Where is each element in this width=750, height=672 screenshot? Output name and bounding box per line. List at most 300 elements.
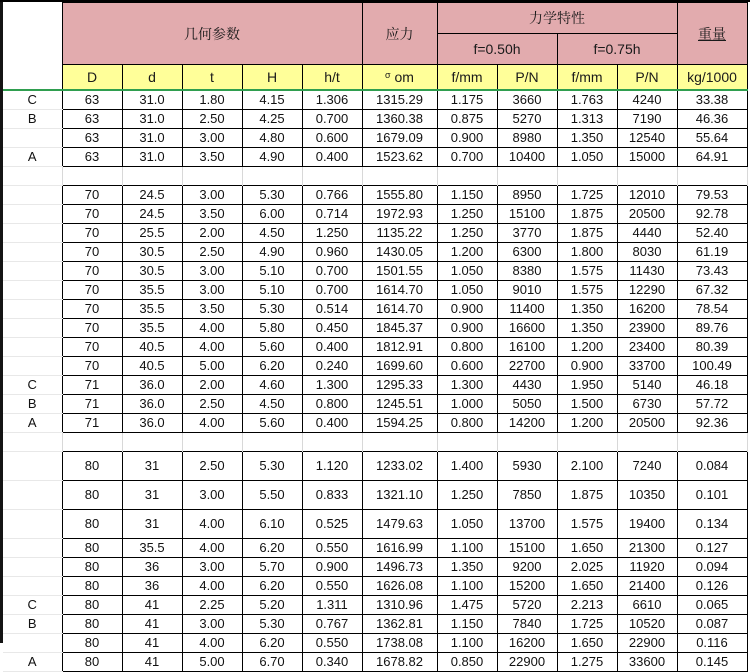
cell[interactable]: 2.50 bbox=[182, 395, 242, 414]
cell[interactable]: 0.700 bbox=[437, 148, 497, 167]
cell[interactable]: 0.550 bbox=[302, 634, 362, 653]
cell[interactable]: 0.116 bbox=[677, 634, 747, 653]
cell[interactable]: 21300 bbox=[617, 539, 677, 558]
header-mechanical[interactable]: 力学特性 bbox=[437, 3, 677, 34]
cell[interactable]: 70 bbox=[62, 243, 122, 262]
col-header-pn-2[interactable]: P/N bbox=[617, 65, 677, 91]
cell[interactable]: 1.100 bbox=[437, 634, 497, 653]
cell[interactable]: 80 bbox=[62, 481, 122, 510]
cell[interactable]: 1.575 bbox=[557, 262, 617, 281]
row-label[interactable] bbox=[3, 433, 62, 452]
cell[interactable]: 35.5 bbox=[122, 300, 182, 319]
cell[interactable]: 0.550 bbox=[302, 539, 362, 558]
cell[interactable]: 16200 bbox=[617, 300, 677, 319]
cell[interactable]: 7190 bbox=[617, 110, 677, 129]
cell[interactable]: 3770 bbox=[497, 224, 557, 243]
row-label[interactable] bbox=[3, 558, 62, 577]
cell[interactable]: 1.200 bbox=[557, 414, 617, 433]
cell[interactable]: 1.650 bbox=[557, 539, 617, 558]
cell[interactable]: 0.900 bbox=[557, 357, 617, 376]
cell[interactable]: 0.700 bbox=[302, 110, 362, 129]
row-label[interactable]: B bbox=[3, 110, 62, 129]
cell[interactable]: 1.311 bbox=[302, 596, 362, 615]
row-label[interactable] bbox=[3, 319, 62, 338]
cell[interactable]: 1.575 bbox=[557, 510, 617, 539]
cell[interactable]: 1.650 bbox=[557, 634, 617, 653]
cell[interactable]: 1.950 bbox=[557, 376, 617, 395]
cell[interactable]: 10350 bbox=[617, 481, 677, 510]
cell[interactable]: 16600 bbox=[497, 319, 557, 338]
cell[interactable]: 1.050 bbox=[437, 510, 497, 539]
cell[interactable]: 80 bbox=[62, 539, 122, 558]
cell[interactable]: 10400 bbox=[497, 148, 557, 167]
cell[interactable]: 40.5 bbox=[122, 338, 182, 357]
cell[interactable]: 31 bbox=[122, 452, 182, 481]
cell[interactable]: 0.550 bbox=[302, 577, 362, 596]
cell[interactable]: 2.50 bbox=[182, 452, 242, 481]
cell[interactable]: 1738.08 bbox=[362, 634, 437, 653]
cell[interactable]: 5.50 bbox=[242, 481, 302, 510]
empty-cell[interactable] bbox=[242, 167, 302, 186]
empty-cell[interactable] bbox=[677, 167, 747, 186]
cell[interactable]: 30.5 bbox=[122, 262, 182, 281]
cell[interactable]: 1233.02 bbox=[362, 452, 437, 481]
cell[interactable]: 70 bbox=[62, 319, 122, 338]
col-header-d[interactable]: d bbox=[122, 65, 182, 91]
cell[interactable]: 6.00 bbox=[242, 205, 302, 224]
cell[interactable]: 1.250 bbox=[437, 481, 497, 510]
cell[interactable]: 70 bbox=[62, 300, 122, 319]
header-stress[interactable]: 应力 bbox=[362, 3, 437, 65]
cell[interactable]: 2.100 bbox=[557, 452, 617, 481]
cell[interactable]: 0.525 bbox=[302, 510, 362, 539]
cell[interactable]: 71 bbox=[62, 395, 122, 414]
cell[interactable]: 11430 bbox=[617, 262, 677, 281]
cell[interactable]: 1812.91 bbox=[362, 338, 437, 357]
row-label[interactable] bbox=[3, 338, 62, 357]
empty-cell[interactable] bbox=[122, 433, 182, 452]
cell[interactable]: 1.250 bbox=[437, 205, 497, 224]
cell[interactable]: 15100 bbox=[497, 205, 557, 224]
cell[interactable]: 2.00 bbox=[182, 376, 242, 395]
cell[interactable]: 1321.10 bbox=[362, 481, 437, 510]
cell[interactable]: 23400 bbox=[617, 338, 677, 357]
cell[interactable]: 35.5 bbox=[122, 319, 182, 338]
cell[interactable]: 0.714 bbox=[302, 205, 362, 224]
cell[interactable]: 31.0 bbox=[122, 110, 182, 129]
cell[interactable]: 13700 bbox=[497, 510, 557, 539]
cell[interactable]: 5.30 bbox=[242, 615, 302, 634]
cell[interactable]: 0.065 bbox=[677, 596, 747, 615]
cell[interactable]: 63 bbox=[62, 110, 122, 129]
empty-cell[interactable] bbox=[497, 167, 557, 186]
cell[interactable]: 1678.82 bbox=[362, 653, 437, 672]
row-label[interactable]: C bbox=[3, 596, 62, 615]
row-label[interactable] bbox=[3, 281, 62, 300]
cell[interactable]: 5.30 bbox=[242, 186, 302, 205]
cell[interactable]: 0.833 bbox=[302, 481, 362, 510]
cell[interactable]: 4440 bbox=[617, 224, 677, 243]
cell[interactable]: 0.800 bbox=[302, 395, 362, 414]
cell[interactable]: 0.400 bbox=[302, 414, 362, 433]
row-label[interactable]: C bbox=[3, 376, 62, 395]
cell[interactable]: 1594.25 bbox=[362, 414, 437, 433]
cell[interactable]: 3.00 bbox=[182, 481, 242, 510]
cell[interactable]: 1362.81 bbox=[362, 615, 437, 634]
cell[interactable]: 0.126 bbox=[677, 577, 747, 596]
cell[interactable]: 1.350 bbox=[437, 558, 497, 577]
cell[interactable]: 1.200 bbox=[437, 243, 497, 262]
cell[interactable]: 1555.80 bbox=[362, 186, 437, 205]
cell[interactable]: 5.10 bbox=[242, 281, 302, 300]
cell[interactable]: 6.20 bbox=[242, 634, 302, 653]
col-header-fmm-1[interactable]: f/mm bbox=[437, 65, 497, 91]
cell[interactable]: 1.500 bbox=[557, 395, 617, 414]
cell[interactable]: 80 bbox=[62, 558, 122, 577]
cell[interactable]: 1.000 bbox=[437, 395, 497, 414]
cell[interactable]: 0.514 bbox=[302, 300, 362, 319]
cell[interactable]: 6730 bbox=[617, 395, 677, 414]
cell[interactable]: 80 bbox=[62, 653, 122, 672]
cell[interactable]: 70 bbox=[62, 224, 122, 243]
cell[interactable]: 2.025 bbox=[557, 558, 617, 577]
cell[interactable]: 6.20 bbox=[242, 577, 302, 596]
header-weight[interactable] bbox=[677, 3, 747, 65]
cell[interactable]: 1.300 bbox=[437, 376, 497, 395]
empty-cell[interactable] bbox=[302, 167, 362, 186]
cell[interactable]: 5.60 bbox=[242, 338, 302, 357]
col-header-kg[interactable]: kg/1000 bbox=[677, 65, 747, 91]
cell[interactable]: 31.0 bbox=[122, 90, 182, 110]
cell[interactable]: 57.72 bbox=[677, 395, 747, 414]
empty-cell[interactable] bbox=[677, 433, 747, 452]
cell[interactable]: 20500 bbox=[617, 205, 677, 224]
cell[interactable]: 40.5 bbox=[122, 357, 182, 376]
cell[interactable]: 5270 bbox=[497, 110, 557, 129]
cell[interactable]: 0.800 bbox=[437, 414, 497, 433]
cell[interactable]: 80 bbox=[62, 577, 122, 596]
cell[interactable]: 80 bbox=[62, 596, 122, 615]
cell[interactable]: 1.300 bbox=[302, 376, 362, 395]
col-header-pn-1[interactable]: P/N bbox=[497, 65, 557, 91]
cell[interactable]: 73.43 bbox=[677, 262, 747, 281]
cell[interactable]: 1.650 bbox=[557, 577, 617, 596]
cell[interactable]: 1614.70 bbox=[362, 281, 437, 300]
cell[interactable]: 0.700 bbox=[302, 281, 362, 300]
cell[interactable]: 0.850 bbox=[437, 653, 497, 672]
cell[interactable]: 0.400 bbox=[302, 338, 362, 357]
cell[interactable]: 1.475 bbox=[437, 596, 497, 615]
cell[interactable]: 5140 bbox=[617, 376, 677, 395]
row-label[interactable]: B bbox=[3, 615, 62, 634]
empty-cell[interactable] bbox=[302, 433, 362, 452]
cell[interactable]: 1.80 bbox=[182, 90, 242, 110]
header-f050[interactable]: f=0.50h bbox=[437, 34, 557, 65]
cell[interactable]: 0.145 bbox=[677, 653, 747, 672]
cell[interactable]: 1972.93 bbox=[362, 205, 437, 224]
cell[interactable]: 5.80 bbox=[242, 319, 302, 338]
cell[interactable]: 1626.08 bbox=[362, 577, 437, 596]
cell[interactable]: 1.250 bbox=[302, 224, 362, 243]
cell[interactable]: 7840 bbox=[497, 615, 557, 634]
cell[interactable]: 36.0 bbox=[122, 376, 182, 395]
cell[interactable]: 24.5 bbox=[122, 205, 182, 224]
empty-cell[interactable] bbox=[62, 433, 122, 452]
empty-cell[interactable] bbox=[617, 433, 677, 452]
row-label[interactable]: C bbox=[3, 90, 62, 110]
cell[interactable]: 1.350 bbox=[557, 319, 617, 338]
empty-cell[interactable] bbox=[557, 433, 617, 452]
row-label[interactable] bbox=[3, 634, 62, 653]
cell[interactable]: 41 bbox=[122, 634, 182, 653]
cell[interactable]: 0.600 bbox=[437, 357, 497, 376]
cell[interactable]: 1315.29 bbox=[362, 90, 437, 110]
cell[interactable]: 0.960 bbox=[302, 243, 362, 262]
cell[interactable]: 0.766 bbox=[302, 186, 362, 205]
cell[interactable]: 4.25 bbox=[242, 110, 302, 129]
cell[interactable]: 5.70 bbox=[242, 558, 302, 577]
cell[interactable]: 8380 bbox=[497, 262, 557, 281]
cell[interactable]: 70 bbox=[62, 338, 122, 357]
cell[interactable]: 1501.55 bbox=[362, 262, 437, 281]
cell[interactable]: 1.725 bbox=[557, 186, 617, 205]
cell[interactable]: 63 bbox=[62, 148, 122, 167]
cell[interactable]: 5930 bbox=[497, 452, 557, 481]
cell[interactable]: 4.90 bbox=[242, 243, 302, 262]
col-header-sigma[interactable] bbox=[362, 65, 437, 91]
cell[interactable]: 1360.38 bbox=[362, 110, 437, 129]
row-label[interactable] bbox=[3, 167, 62, 186]
cell[interactable]: 3.50 bbox=[182, 300, 242, 319]
cell[interactable]: 5.00 bbox=[182, 653, 242, 672]
cell[interactable]: 1.313 bbox=[557, 110, 617, 129]
cell[interactable]: 3.00 bbox=[182, 281, 242, 300]
cell[interactable]: 1614.70 bbox=[362, 300, 437, 319]
cell[interactable]: 3660 bbox=[497, 90, 557, 110]
cell[interactable]: 89.76 bbox=[677, 319, 747, 338]
cell[interactable]: 1.400 bbox=[437, 452, 497, 481]
cell[interactable]: 41 bbox=[122, 596, 182, 615]
cell[interactable]: 4.15 bbox=[242, 90, 302, 110]
cell[interactable]: 1.200 bbox=[557, 338, 617, 357]
cell[interactable]: 31.0 bbox=[122, 129, 182, 148]
cell[interactable]: 4430 bbox=[497, 376, 557, 395]
cell[interactable]: 5.20 bbox=[242, 596, 302, 615]
row-label[interactable] bbox=[3, 539, 62, 558]
cell[interactable]: 1.175 bbox=[437, 90, 497, 110]
cell[interactable]: 5.30 bbox=[242, 300, 302, 319]
cell[interactable]: 4.90 bbox=[242, 148, 302, 167]
cell[interactable]: 24.5 bbox=[122, 186, 182, 205]
row-label[interactable] bbox=[3, 300, 62, 319]
cell[interactable]: 79.53 bbox=[677, 186, 747, 205]
cell[interactable]: 0.767 bbox=[302, 615, 362, 634]
cell[interactable]: 4.00 bbox=[182, 539, 242, 558]
cell[interactable]: 70 bbox=[62, 281, 122, 300]
cell[interactable]: 3.00 bbox=[182, 558, 242, 577]
cell[interactable]: 0.800 bbox=[437, 338, 497, 357]
cell[interactable]: 70 bbox=[62, 186, 122, 205]
cell[interactable]: 12290 bbox=[617, 281, 677, 300]
cell[interactable]: 0.101 bbox=[677, 481, 747, 510]
cell[interactable]: 22700 bbox=[497, 357, 557, 376]
cell[interactable]: 16100 bbox=[497, 338, 557, 357]
empty-cell[interactable] bbox=[557, 167, 617, 186]
cell[interactable]: 8980 bbox=[497, 129, 557, 148]
cell[interactable]: 80 bbox=[62, 452, 122, 481]
cell[interactable]: 15100 bbox=[497, 539, 557, 558]
cell[interactable]: 1.763 bbox=[557, 90, 617, 110]
cell[interactable]: 0.450 bbox=[302, 319, 362, 338]
cell[interactable]: 4.00 bbox=[182, 634, 242, 653]
cell[interactable]: 30.5 bbox=[122, 243, 182, 262]
cell[interactable]: 1845.37 bbox=[362, 319, 437, 338]
cell[interactable]: 25.5 bbox=[122, 224, 182, 243]
cell[interactable]: 36.0 bbox=[122, 414, 182, 433]
cell[interactable]: 46.18 bbox=[677, 376, 747, 395]
cell[interactable]: 31.0 bbox=[122, 148, 182, 167]
cell[interactable]: 14200 bbox=[497, 414, 557, 433]
empty-cell[interactable] bbox=[362, 433, 437, 452]
empty-cell[interactable] bbox=[437, 167, 497, 186]
cell[interactable]: 5.10 bbox=[242, 262, 302, 281]
empty-cell[interactable] bbox=[182, 433, 242, 452]
cell[interactable]: 6.20 bbox=[242, 357, 302, 376]
cell[interactable]: 16200 bbox=[497, 634, 557, 653]
cell[interactable]: 5050 bbox=[497, 395, 557, 414]
empty-cell[interactable] bbox=[497, 433, 557, 452]
empty-cell[interactable] bbox=[182, 167, 242, 186]
row-label[interactable]: B bbox=[3, 395, 62, 414]
cell[interactable]: 1.800 bbox=[557, 243, 617, 262]
cell[interactable]: 80.39 bbox=[677, 338, 747, 357]
cell[interactable]: 63 bbox=[62, 90, 122, 110]
row-label[interactable] bbox=[3, 577, 62, 596]
cell[interactable]: 9010 bbox=[497, 281, 557, 300]
cell[interactable]: 1699.60 bbox=[362, 357, 437, 376]
cell[interactable]: 0.340 bbox=[302, 653, 362, 672]
cell[interactable]: 0.087 bbox=[677, 615, 747, 634]
cell[interactable]: 0.900 bbox=[302, 558, 362, 577]
cell[interactable]: 1135.22 bbox=[362, 224, 437, 243]
cell[interactable]: 3.00 bbox=[182, 262, 242, 281]
cell[interactable]: 2.213 bbox=[557, 596, 617, 615]
cell[interactable]: 1.150 bbox=[437, 615, 497, 634]
cell[interactable]: 4.00 bbox=[182, 338, 242, 357]
cell[interactable]: 41 bbox=[122, 653, 182, 672]
cell[interactable]: 1.306 bbox=[302, 90, 362, 110]
empty-cell[interactable] bbox=[122, 167, 182, 186]
cell[interactable]: 15200 bbox=[497, 577, 557, 596]
cell[interactable]: 33700 bbox=[617, 357, 677, 376]
cell[interactable]: 1.100 bbox=[437, 577, 497, 596]
cell[interactable]: 0.900 bbox=[437, 319, 497, 338]
cell[interactable]: 4.00 bbox=[182, 510, 242, 539]
cell[interactable]: 6.10 bbox=[242, 510, 302, 539]
cell[interactable]: 1679.09 bbox=[362, 129, 437, 148]
cell[interactable]: 71 bbox=[62, 376, 122, 395]
cell[interactable]: 1479.63 bbox=[362, 510, 437, 539]
cell[interactable]: 4.00 bbox=[182, 577, 242, 596]
cell[interactable]: 78.54 bbox=[677, 300, 747, 319]
cell[interactable]: 36 bbox=[122, 577, 182, 596]
cell[interactable]: 0.400 bbox=[302, 148, 362, 167]
cell[interactable]: 4.80 bbox=[242, 129, 302, 148]
cell[interactable]: 41 bbox=[122, 615, 182, 634]
cell[interactable]: 1.725 bbox=[557, 615, 617, 634]
cell[interactable]: 33.38 bbox=[677, 90, 747, 110]
cell[interactable]: 23900 bbox=[617, 319, 677, 338]
cell[interactable]: 31 bbox=[122, 510, 182, 539]
cell[interactable]: 80 bbox=[62, 615, 122, 634]
cell[interactable]: 70 bbox=[62, 262, 122, 281]
cell[interactable]: 3.50 bbox=[182, 205, 242, 224]
corner-cell[interactable] bbox=[3, 3, 62, 91]
cell[interactable]: 6300 bbox=[497, 243, 557, 262]
cell[interactable]: 70 bbox=[62, 205, 122, 224]
cell[interactable]: 67.32 bbox=[677, 281, 747, 300]
cell[interactable]: 7850 bbox=[497, 481, 557, 510]
cell[interactable]: 35.5 bbox=[122, 281, 182, 300]
cell[interactable]: 4.00 bbox=[182, 414, 242, 433]
cell[interactable]: 4.60 bbox=[242, 376, 302, 395]
cell[interactable]: 0.700 bbox=[302, 262, 362, 281]
cell[interactable]: 2.00 bbox=[182, 224, 242, 243]
cell[interactable]: 8030 bbox=[617, 243, 677, 262]
row-label[interactable]: A bbox=[3, 653, 62, 672]
cell[interactable]: 2.50 bbox=[182, 110, 242, 129]
cell[interactable]: 0.875 bbox=[437, 110, 497, 129]
cell[interactable]: 1523.62 bbox=[362, 148, 437, 167]
cell[interactable]: 100.49 bbox=[677, 357, 747, 376]
cell[interactable]: 1310.96 bbox=[362, 596, 437, 615]
cell[interactable]: 1.875 bbox=[557, 205, 617, 224]
cell[interactable]: 4.00 bbox=[182, 319, 242, 338]
cell[interactable]: 35.5 bbox=[122, 539, 182, 558]
cell[interactable]: 5.30 bbox=[242, 452, 302, 481]
cell[interactable]: 1430.05 bbox=[362, 243, 437, 262]
cell[interactable]: 1.350 bbox=[557, 300, 617, 319]
cell[interactable]: 1616.99 bbox=[362, 539, 437, 558]
cell[interactable]: 4240 bbox=[617, 90, 677, 110]
empty-cell[interactable] bbox=[62, 167, 122, 186]
header-geometry[interactable]: 几何参数 bbox=[62, 3, 362, 65]
cell[interactable]: 36 bbox=[122, 558, 182, 577]
empty-cell[interactable] bbox=[437, 433, 497, 452]
row-label[interactable] bbox=[3, 452, 62, 481]
cell[interactable]: 6.70 bbox=[242, 653, 302, 672]
row-label[interactable] bbox=[3, 357, 62, 376]
cell[interactable]: 9200 bbox=[497, 558, 557, 577]
cell[interactable]: 1.050 bbox=[557, 148, 617, 167]
empty-cell[interactable] bbox=[242, 433, 302, 452]
cell[interactable]: 1.575 bbox=[557, 281, 617, 300]
cell[interactable]: 0.134 bbox=[677, 510, 747, 539]
cell[interactable]: 92.36 bbox=[677, 414, 747, 433]
empty-cell[interactable] bbox=[362, 167, 437, 186]
cell[interactable]: 1.100 bbox=[437, 539, 497, 558]
cell[interactable]: 70 bbox=[62, 357, 122, 376]
cell[interactable]: 1.250 bbox=[437, 224, 497, 243]
cell[interactable]: 11400 bbox=[497, 300, 557, 319]
cell[interactable]: 61.19 bbox=[677, 243, 747, 262]
cell[interactable]: 80 bbox=[62, 510, 122, 539]
cell[interactable]: 2.25 bbox=[182, 596, 242, 615]
cell[interactable]: 4.50 bbox=[242, 224, 302, 243]
cell[interactable]: 1.050 bbox=[437, 281, 497, 300]
cell[interactable]: 1245.51 bbox=[362, 395, 437, 414]
cell[interactable]: 1.875 bbox=[557, 224, 617, 243]
